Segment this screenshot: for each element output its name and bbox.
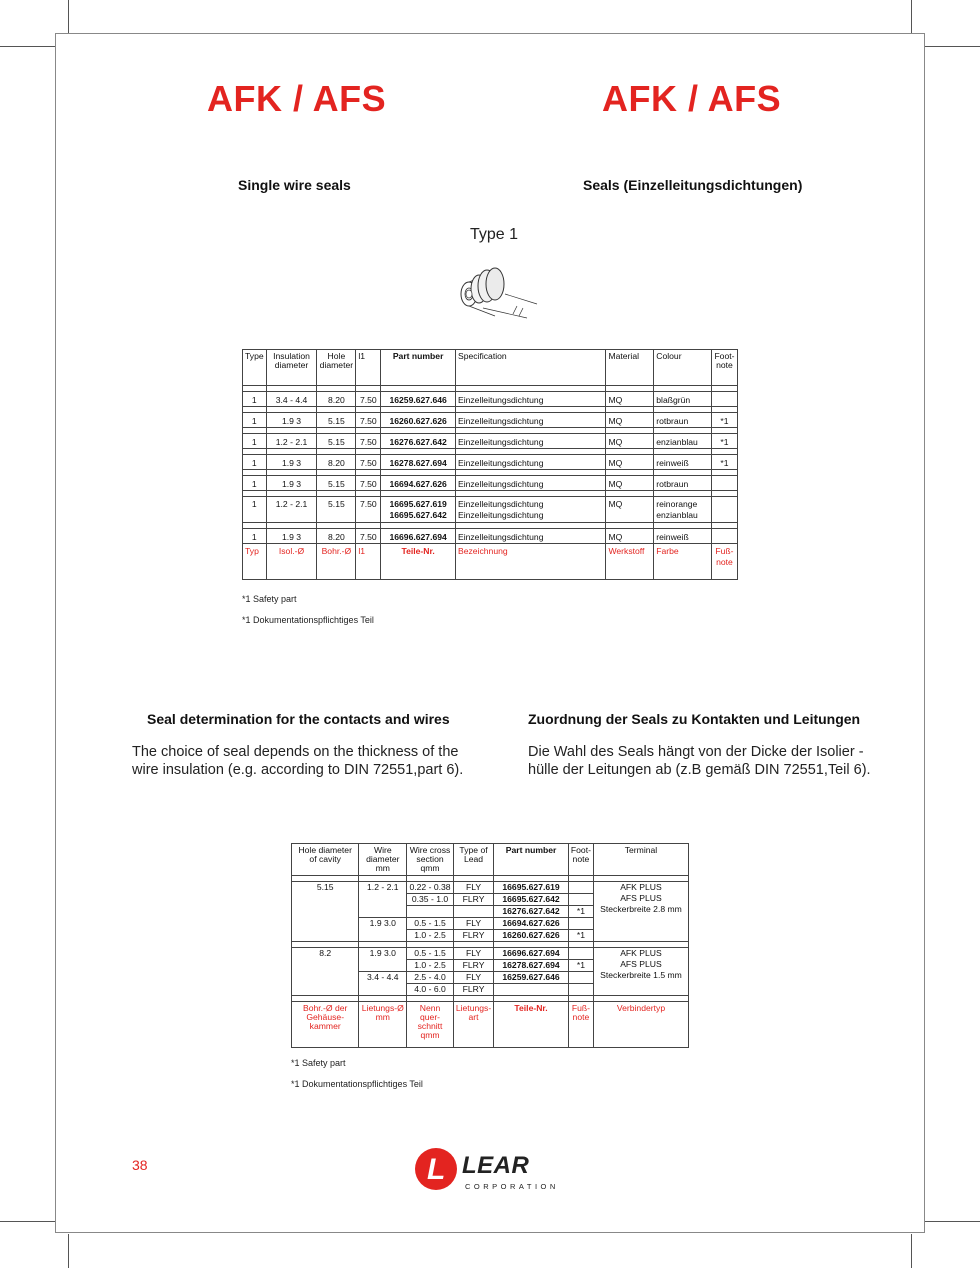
single-wire-seals-table	[242, 349, 738, 580]
crop-mark	[925, 46, 980, 47]
cell: MQ	[606, 455, 654, 470]
cell: Einzelleitungsdichtung	[455, 476, 605, 491]
cell: 5.15	[317, 413, 356, 428]
footnote: *1	[568, 930, 593, 942]
footnote	[568, 948, 593, 960]
cell: reinweiß	[654, 529, 712, 544]
cell: Bohr.-Ø der Gehäuse-kammer	[292, 1002, 359, 1048]
cell: Einzelleitungsdichtung	[455, 455, 605, 470]
cell: Teile-Nr.	[381, 544, 456, 580]
part-number	[381, 497, 456, 523]
table-row	[292, 948, 689, 960]
cell	[711, 497, 737, 523]
cell: 8.20	[317, 529, 356, 544]
paragraph-line: wire insulation (e.g. according to DIN 72551,part 6).	[132, 762, 464, 778]
footnote	[568, 894, 593, 906]
wire-diameter: 3.4 - 4.4	[359, 972, 407, 996]
cell: Fuß-note	[568, 1002, 593, 1048]
cell: 1	[243, 413, 267, 428]
table-row	[243, 434, 738, 449]
lead-type: FLY	[453, 882, 493, 894]
title-left: AFK / AFS	[207, 78, 387, 119]
terminal	[593, 882, 688, 942]
cell	[711, 476, 737, 491]
cell: 7.50	[356, 455, 381, 470]
cell: 7.50	[356, 529, 381, 544]
lead-type: FLY	[453, 948, 493, 960]
table-row	[243, 497, 738, 523]
part-number: 16276.627.642	[381, 434, 456, 449]
cell: Bohr.-Ø	[317, 544, 356, 580]
footnote	[568, 882, 593, 894]
footnote	[568, 972, 593, 984]
lear-logo	[415, 1148, 575, 1194]
cell	[455, 497, 605, 523]
title-right: AFK / AFS	[602, 78, 782, 119]
crop-mark	[925, 1221, 980, 1222]
crop-mark	[0, 46, 55, 47]
lear-logo-mark-icon	[415, 1148, 457, 1190]
crop-mark	[68, 1234, 69, 1268]
german-header-row	[292, 1002, 689, 1048]
col-header: Wire diameter mm	[359, 844, 407, 876]
cell: 1	[243, 529, 267, 544]
cell: blaßgrün	[654, 392, 712, 407]
table-row	[243, 392, 738, 407]
cell: Nenn quer-schnitt qmm	[407, 1002, 454, 1048]
cell: 8.20	[317, 392, 356, 407]
cell: Farbe	[654, 544, 712, 580]
part-number-a: 16695.627.619	[389, 499, 447, 509]
lead-type: FLRY	[453, 894, 493, 906]
cell	[711, 529, 737, 544]
heading-seals-german: Seals (Einzelleitungsdichtungen)	[583, 177, 803, 193]
cell: *1	[711, 455, 737, 470]
paragraph-line: hülle der Leitungen ab (z.B gemäß DIN 72551,Teil 6).	[528, 762, 871, 778]
paragraph-line: Die Wahl des Seals hängt von der Dicke der Isolier -	[528, 744, 864, 760]
table-row	[292, 882, 689, 894]
cell: Bezeichnung	[455, 544, 605, 580]
cross-section: 0.35 - 1.0	[407, 894, 454, 906]
spec-b: Einzelleitungsdichtung	[457, 510, 544, 520]
part-number: 16695.627.619	[494, 882, 569, 894]
cell: Werkstoff	[606, 544, 654, 580]
col-header: Hole diameter of cavity	[292, 844, 359, 876]
table-row	[243, 529, 738, 544]
terminal-line: Steckerbreite 2.8 mm	[600, 904, 682, 914]
footnote: *1	[568, 906, 593, 918]
cell: Einzelleitungsdichtung	[455, 413, 605, 428]
cell: 1.9 3	[266, 455, 317, 470]
cell: 7.50	[356, 497, 381, 523]
cell: 1.9 3	[266, 529, 317, 544]
cell: 1	[243, 434, 267, 449]
paragraph-de	[528, 743, 871, 779]
part-number: 16696.627.694	[494, 948, 569, 960]
col-header: Foot-note	[568, 844, 593, 876]
cell: Einzelleitungsdichtung	[455, 434, 605, 449]
cell: MQ	[606, 392, 654, 407]
col-header: Part number	[494, 844, 569, 876]
colour-a: reinorange	[656, 499, 698, 509]
wire-diameter: 1.9 3.0	[359, 918, 407, 942]
cell: 3.4 - 4.4	[266, 392, 317, 407]
crop-mark	[68, 0, 69, 34]
hole-diameter: 8.2	[292, 948, 359, 996]
logo-mark-letter: L	[427, 1153, 446, 1186]
lead-type: FLY	[453, 918, 493, 930]
cell: 7.50	[356, 392, 381, 407]
part-number: 16278.627.694	[381, 455, 456, 470]
cross-section: 0.5 - 1.5	[407, 948, 454, 960]
cell: MQ	[606, 497, 654, 523]
cell: 5.15	[317, 497, 356, 523]
cell: MQ	[606, 434, 654, 449]
cell: 7.50	[356, 413, 381, 428]
cross-section: 0.22 - 0.38	[407, 882, 454, 894]
terminal-line: Steckerbreite 1.5 mm	[600, 970, 682, 980]
col-header: Insulation diameter	[266, 350, 317, 386]
paragraph-en	[132, 743, 463, 779]
cell: 1	[243, 392, 267, 407]
terminal-line: AFS PLUS	[620, 893, 662, 903]
cell: 1.9 3	[266, 476, 317, 491]
lead-type: FLRY	[453, 930, 493, 942]
terminal-line: AFK PLUS	[620, 882, 662, 892]
footnote-documentation: *1 Dokumentationspflichtiges Teil	[291, 1079, 423, 1089]
cell: 8.20	[317, 455, 356, 470]
german-header-row	[243, 544, 738, 580]
cell: rotbraun	[654, 476, 712, 491]
col-header: Type of Lead	[453, 844, 493, 876]
cell: Lietungs-Ø mm	[359, 1002, 407, 1048]
footnote-documentation: *1 Dokumentationspflichtiges Teil	[242, 615, 374, 625]
terminal	[593, 948, 688, 996]
terminal-line: AFK PLUS	[620, 948, 662, 958]
seal-drawing-image	[455, 262, 550, 322]
cell: 5.15	[317, 434, 356, 449]
cell: rotbraun	[654, 413, 712, 428]
cell: Lietungs-art	[453, 1002, 493, 1048]
cell: 1	[243, 455, 267, 470]
cell: *1	[711, 434, 737, 449]
cell: 1	[243, 476, 267, 491]
cell: 7.50	[356, 476, 381, 491]
cell: 1.2 - 2.1	[266, 497, 317, 523]
part-number: 16276.627.642	[494, 906, 569, 918]
cell: Verbindertyp	[593, 1002, 688, 1048]
hole-diameter: 5.15	[292, 882, 359, 942]
table-header-row	[292, 844, 689, 876]
part-number: 16260.627.626	[494, 930, 569, 942]
part-number: 16259.627.646	[494, 972, 569, 984]
footnote	[568, 984, 593, 996]
part-number: 16694.627.626	[381, 476, 456, 491]
table-row	[243, 413, 738, 428]
lead-type	[453, 906, 493, 918]
logo-subtitle: CORPORATION	[465, 1182, 559, 1191]
footnote-safety: *1 Safety part	[242, 594, 297, 604]
part-number	[494, 984, 569, 996]
cross-section: 1.0 - 2.5	[407, 960, 454, 972]
part-number: 16694.627.626	[494, 918, 569, 930]
cell: *1	[711, 413, 737, 428]
part-number: 16259.627.646	[381, 392, 456, 407]
cell: MQ	[606, 476, 654, 491]
col-header: Part number	[381, 350, 456, 386]
wire-diameter: 1.2 - 2.1	[359, 882, 407, 918]
cell: Fuß-note	[711, 544, 737, 580]
logo-word: LEAR	[462, 1152, 530, 1179]
col-header: Terminal	[593, 844, 688, 876]
cell: l1	[356, 544, 381, 580]
colour-b: enzianblau	[656, 510, 698, 520]
cell: 7.50	[356, 434, 381, 449]
heading-seal-determination: Seal determination for the contacts and wires	[147, 711, 450, 727]
heading-zuordnung: Zuordnung der Seals zu Kontakten und Leitungen	[528, 711, 861, 727]
part-number: 16278.627.694	[494, 960, 569, 972]
wire-diameter: 1.9 3.0	[359, 948, 407, 972]
table-header-row	[243, 350, 738, 386]
footnote-safety: *1 Safety part	[291, 1058, 346, 1068]
spec-a: Einzelleitungsdichtung	[457, 499, 544, 509]
cross-section: 0.5 - 1.5	[407, 918, 454, 930]
cross-section: 2.5 - 4.0	[407, 972, 454, 984]
page-frame	[55, 33, 925, 1233]
cell: 5.15	[317, 476, 356, 491]
cell: reinweiß	[654, 455, 712, 470]
cross-section	[407, 906, 454, 918]
col-header: Material	[606, 350, 654, 386]
heading-single-wire-seals: Single wire seals	[238, 177, 351, 193]
crop-mark	[0, 1221, 55, 1222]
paragraph-line: The choice of seal depends on the thickness of the	[132, 744, 459, 760]
col-header: Foot-note	[711, 350, 737, 386]
cell	[654, 497, 712, 523]
col-header: Hole diameter	[317, 350, 356, 386]
part-number: 16695.627.642	[494, 894, 569, 906]
cell: Einzelleitungsdichtung	[455, 529, 605, 544]
page-number: 38	[132, 1157, 148, 1173]
cell: enzianblau	[654, 434, 712, 449]
seal-determination-table	[291, 843, 689, 1048]
lead-type: FLRY	[453, 960, 493, 972]
cell: MQ	[606, 529, 654, 544]
cell: 1	[243, 497, 267, 523]
cell: Isol.-Ø	[266, 544, 317, 580]
cell	[711, 392, 737, 407]
col-header: Type	[243, 350, 267, 386]
part-number-b: 16695.627.642	[389, 510, 447, 520]
part-number: 16696.627.694	[381, 529, 456, 544]
crop-mark	[911, 0, 912, 34]
footnote: *1	[568, 960, 593, 972]
col-header: Wire cross section qmm	[407, 844, 454, 876]
cell: 1.2 - 2.1	[266, 434, 317, 449]
col-header: l1	[356, 350, 381, 386]
cell: Teile-Nr.	[494, 1002, 569, 1048]
lead-type: FLRY	[453, 984, 493, 996]
crop-mark	[911, 1234, 912, 1268]
cross-section: 4.0 - 6.0	[407, 984, 454, 996]
table-row	[243, 476, 738, 491]
footnote	[568, 918, 593, 930]
lead-type: FLY	[453, 972, 493, 984]
cell: Einzelleitungsdichtung	[455, 392, 605, 407]
col-header: Colour	[654, 350, 712, 386]
part-number: 16260.627.626	[381, 413, 456, 428]
cell: MQ	[606, 413, 654, 428]
type-label: Type 1	[470, 226, 519, 243]
col-header: Specification	[455, 350, 605, 386]
cell: Typ	[243, 544, 267, 580]
cross-section: 1.0 - 2.5	[407, 930, 454, 942]
cell: 1.9 3	[266, 413, 317, 428]
terminal-line: AFS PLUS	[620, 959, 662, 969]
table-row	[243, 455, 738, 470]
